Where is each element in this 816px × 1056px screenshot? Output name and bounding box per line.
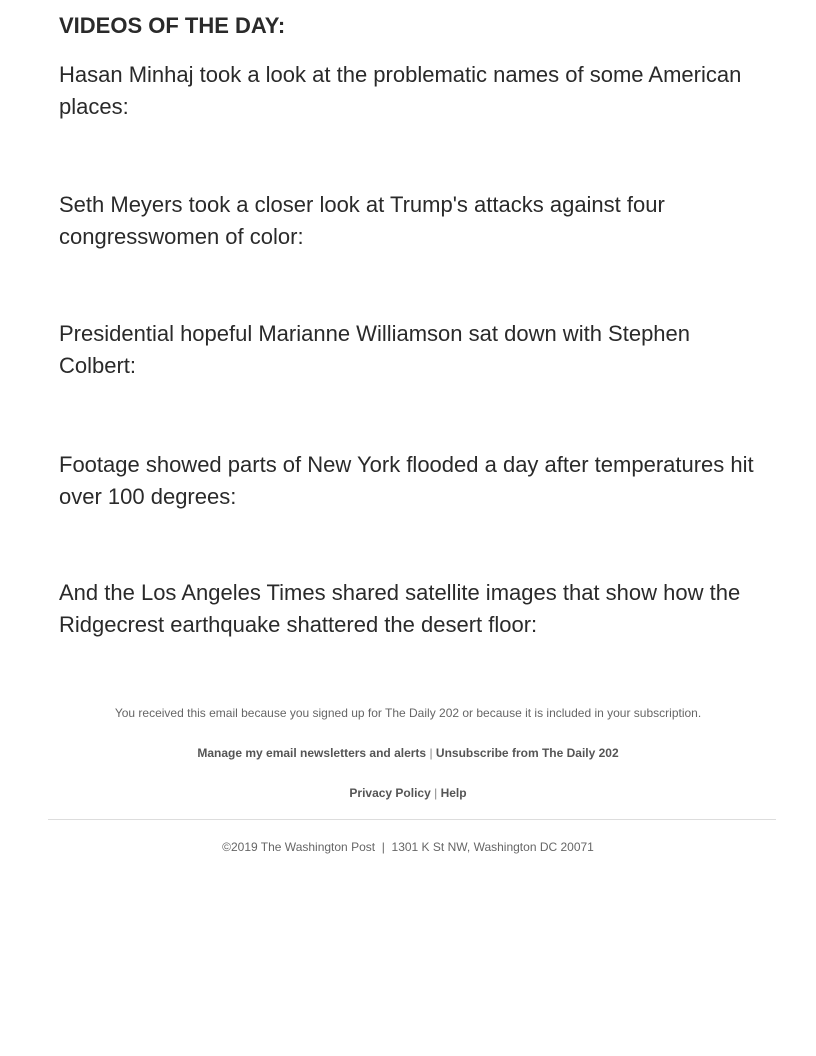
- manage-newsletters-link[interactable]: Manage my email newsletters and alerts: [197, 746, 427, 760]
- help-link[interactable]: Help: [440, 786, 467, 800]
- section-heading: VIDEOS OF THE DAY:: [59, 13, 286, 38]
- link-separator: |: [434, 786, 438, 800]
- subscription-notice: You received this email because you signed up for The Daily 202 or because it is included in your subscription.: [114, 706, 702, 720]
- newsletter-links: [0, 746, 816, 760]
- copyright-notice: ©2019 The Washington Post | 1301 K St NW, Washington DC 20071: [222, 840, 594, 854]
- video-item-marianne-williamson: Presidential hopeful Marianne Williamson sat down with Stephen Colbert:: [59, 321, 691, 378]
- video-item-hasan-minhaj: Hasan Minhaj took a look at the problematic names of some American places:: [59, 62, 742, 119]
- policy-links: [0, 786, 816, 800]
- privacy-policy-link[interactable]: Privacy Policy: [349, 786, 431, 800]
- video-item-seth-meyers: Seth Meyers took a closer look at Trump's attacks against four congresswomen of color:: [59, 192, 665, 249]
- video-item-ridgecrest-earthquake: And the Los Angeles Times shared satellite images that show how the Ridgecrest earthquake shattered the desert floor:: [59, 580, 741, 637]
- link-separator: |: [429, 746, 433, 760]
- video-item-new-york-flood: Footage showed parts of New York flooded a day after temperatures hit over 100 degrees:: [59, 452, 754, 509]
- unsubscribe-link[interactable]: Unsubscribe from The Daily 202: [435, 746, 619, 760]
- footer-divider: [48, 819, 776, 820]
